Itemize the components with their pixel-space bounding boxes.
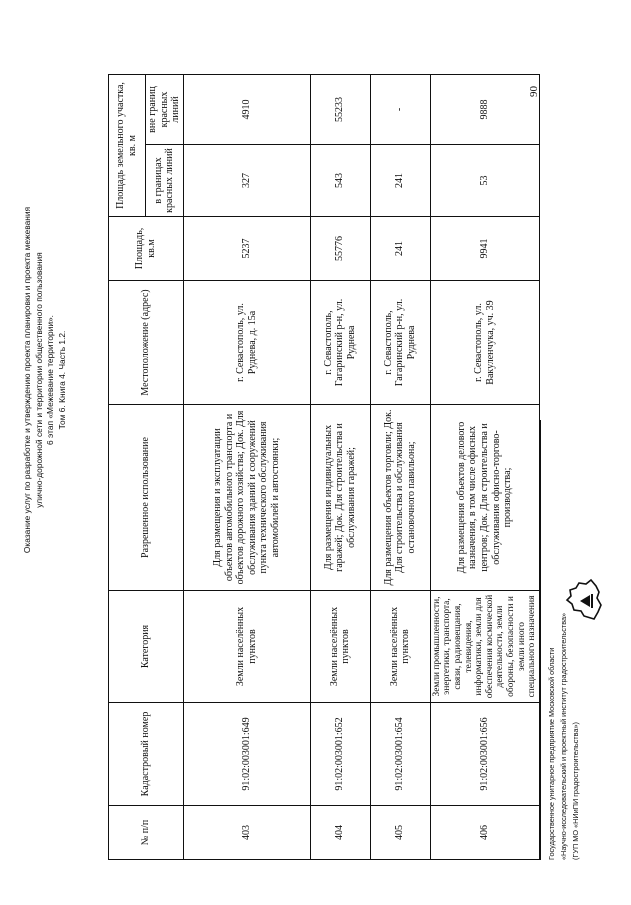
cell-category: Земли промышленности, энергетики, транспорта, связи, радиовещания, телевидения, информатики, земли для обеспечения космической деятельности, земли обороны, безопасности и земли иного специального назначения [430, 591, 539, 703]
header-land-area: Площадь земельного участка, кв. м [109, 75, 146, 217]
cell-category: Земли населённых пунктов [183, 591, 310, 703]
table-row [370, 75, 430, 860]
cell-area: 55776 [310, 217, 370, 281]
footer-line-3: (ГУП МО «НИиПИ градостроительства») [571, 722, 580, 860]
cell-within-red: 543 [310, 145, 370, 217]
cell-location: г. Севастополь, Гагаринский р-н, ул. Руднева [310, 281, 370, 405]
table-row [310, 75, 370, 860]
header-within-red-lines: в границах красных линий [146, 145, 184, 217]
cell-permitted-use: Для размещения индивидуальных гаражей; Док. Для строительства и обслуживания гаражей; [310, 405, 370, 591]
cell-cadastral: 91:02:003001:652 [310, 703, 370, 806]
header-outside-red-lines: вне границ красных линий [146, 75, 184, 145]
cell-within-red: 53 [430, 145, 539, 217]
cell-num: 403 [183, 806, 310, 860]
cell-category: Земли населённых пунктов [310, 591, 370, 703]
cell-outside-red: 55233 [310, 75, 370, 145]
cell-permitted-use: Для размещения объектов торговли; Док. Для строительства и обслуживания остановочного павильона; [370, 405, 430, 591]
header-line-3: 6 этап «Межевание территории». [45, 315, 55, 445]
document-footer [546, 420, 582, 860]
header-num: № п/п [109, 806, 184, 860]
header-category: Категория [109, 591, 184, 703]
cell-outside-red: - [370, 75, 430, 145]
cell-area: 9941 [430, 217, 539, 281]
header-cadastral: Кадастровый номер [109, 703, 184, 806]
cell-outside-red: 9888 [430, 75, 539, 145]
table-row [183, 75, 310, 860]
cell-location: г. Севастополь, ул. Руднева, д. 15а [183, 281, 310, 405]
cell-location: г. Севастополь, ул. Вакуленчука, уч. 39 [430, 281, 539, 405]
document-header [22, 80, 68, 680]
header-line-4: Том 6. Книга 4. Часть 1.2. [56, 330, 67, 430]
header-area: Площадь, кв.м [109, 217, 184, 281]
cell-num: 405 [370, 806, 430, 860]
footer-divider [540, 420, 541, 860]
cell-category: Земли населённых пунктов [370, 591, 430, 703]
land-plots-table [108, 74, 540, 860]
cell-permitted-use: Для размещения объектов делового назначения, в том числе офисных центров; Док. Для строительства и обслуживания офисно-торгово-производства; [430, 405, 539, 591]
footer-line-1: Государственное унитарное предприятие Московской области [547, 647, 556, 860]
cell-num: 404 [310, 806, 370, 860]
cell-num: 406 [430, 806, 539, 860]
cell-within-red: 327 [183, 145, 310, 217]
header-line-2: улично-дорожной сети и территории общественного пользования [33, 252, 44, 508]
cell-cadastral: 91:02:003001:656 [430, 703, 539, 806]
footer-line-2: «Научно-исследовательский и проектный институт градостроительства» [559, 612, 568, 860]
header-permitted-use: Разрешенное использование [109, 405, 184, 591]
cell-area: 5237 [183, 217, 310, 281]
header-location: Местоположение (адрес) [109, 281, 184, 405]
institute-logo-icon [564, 577, 604, 625]
page-number: 90 [528, 86, 540, 97]
header-line-1: Оказание услуг по разработке и утверждению проекта планировки и проекта межевания [22, 206, 32, 554]
cell-permitted-use: Для размещения и эксплуатации объектов автомобильного транспорта и объектов дорожного хозяйства; Док. Для обслуживания зданий и сооружений пункта технического обслуживания автомобилей и автостоянки; [183, 405, 310, 591]
cell-location: г. Севастополь, Гагаринский р-н, ул. Руднева [370, 281, 430, 405]
cell-area: 241 [370, 217, 430, 281]
cell-outside-red: 4910 [183, 75, 310, 145]
cell-cadastral: 91:02:003001:649 [183, 703, 310, 806]
table-row [430, 75, 539, 860]
cell-cadastral: 91:02:003001:654 [370, 703, 430, 806]
cell-within-red: 241 [370, 145, 430, 217]
table-header-row [109, 75, 146, 860]
